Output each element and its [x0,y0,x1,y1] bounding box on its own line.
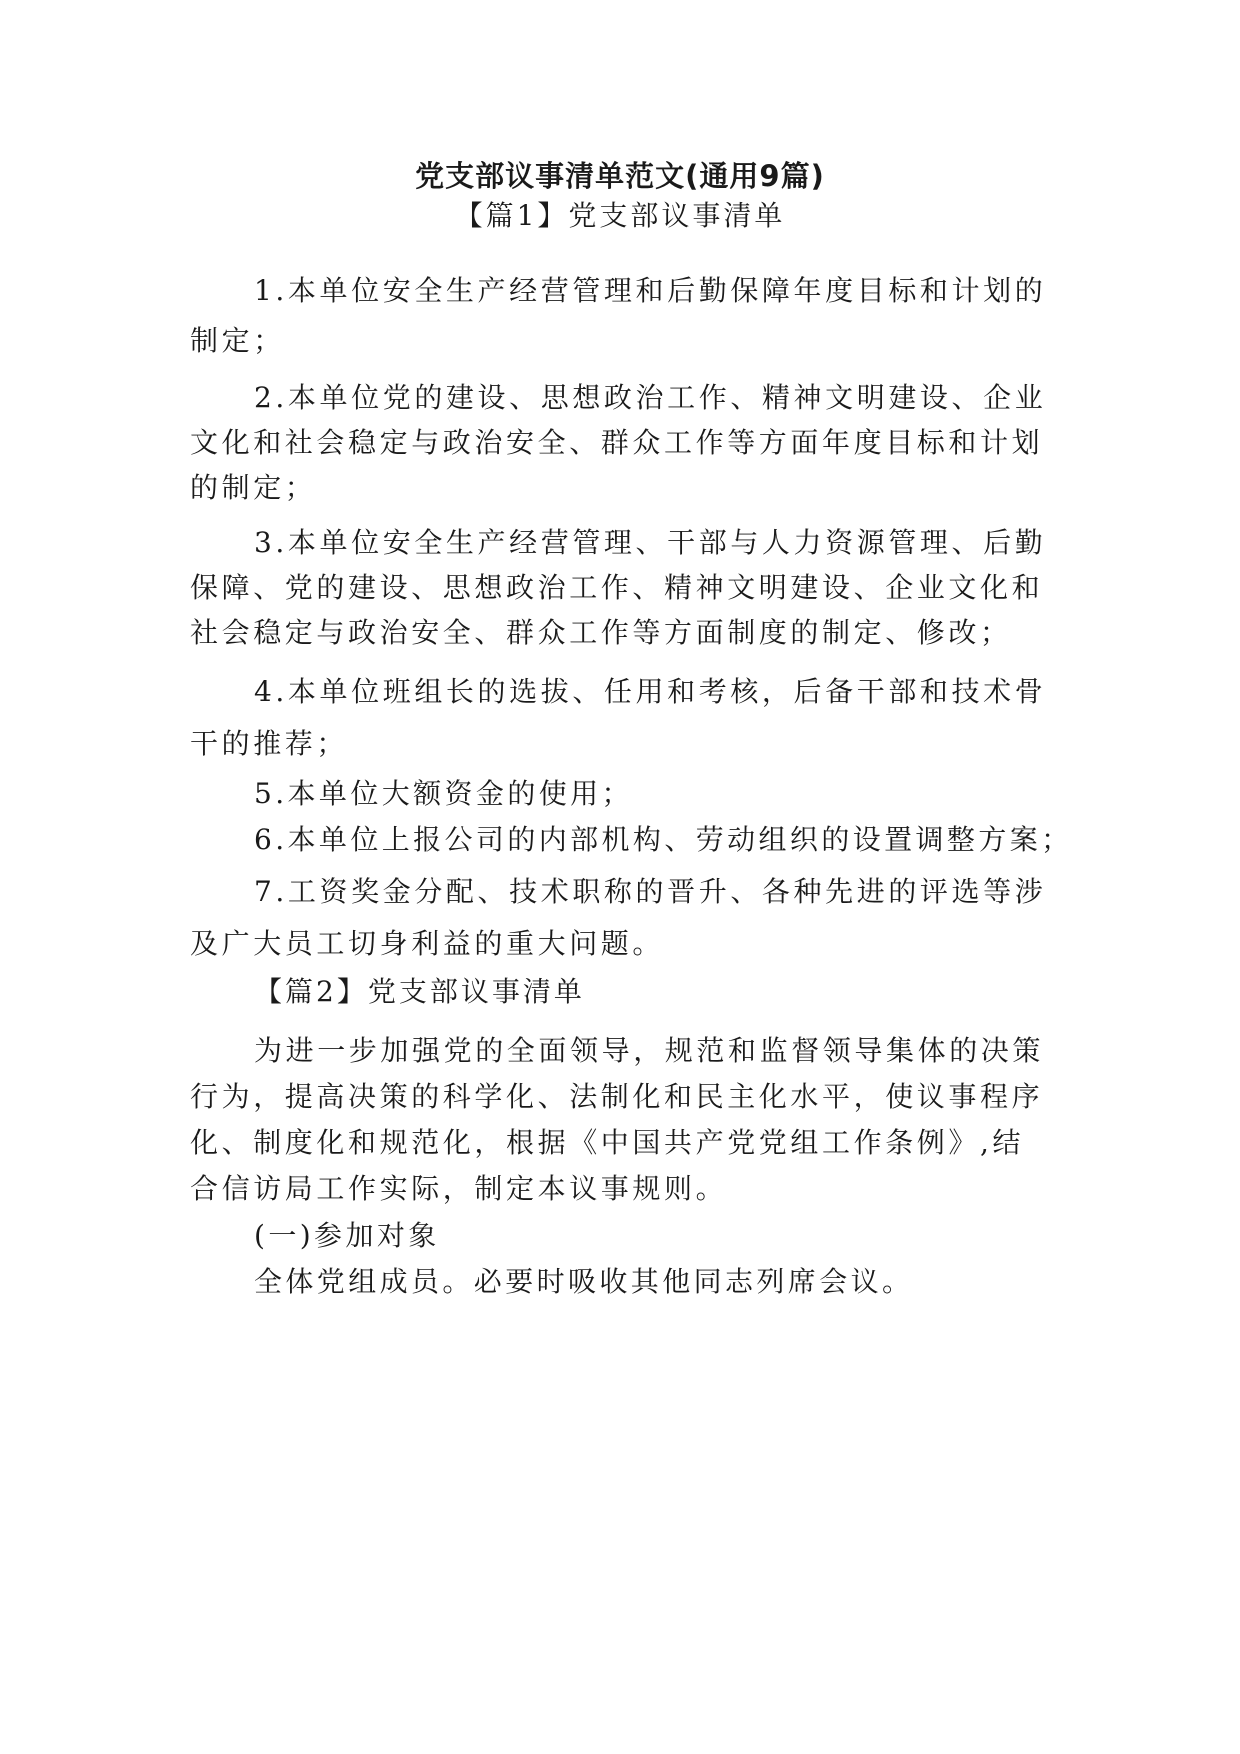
section-2-participants: 全体党组成员。必要时吸收其他同志列席会议。 [254,1265,914,1298]
section-1-item-5: 5.本单位大额资金的使用； [254,777,633,810]
section-2-intro: 为进一步加强党的全面领导，规范和监督领导集体的决策行为，提高决策的科学化、法制化和民主化水平，使议事程序化、制度化和规范化，根据《中国共产党党组工作条例》,结合信访局工作实际，制定本议事规则。 [190,1034,1045,1205]
section-1-item-7: 7.工资奖金分配、技术职称的晋升、各种先进的评选等涉及广大员工切身利益的重大问题。 [190,875,1047,960]
section-2-heading: 【篇2】党支部议事清单 [254,975,585,1008]
section-1-item-6: 6.本单位上报公司的内部机构、劳动组织的设置调整方案； [254,823,1073,856]
section-1-item-2: 2.本单位党的建设、思想政治工作、精神文明建设、企业文化和社会稳定与政治安全、群众工作等方面年度目标和计划的制定； [190,381,1047,504]
section-1-item-3: 3.本单位安全生产经营管理、干部与人力资源管理、后勤保障、党的建设、思想政治工作、精神文明建设、企业文化和社会稳定与政治安全、群众工作等方面制度的制定、修改； [190,526,1047,649]
section-1-heading: 【篇1】党支部议事清单 [454,199,786,232]
section-2-subheading: (一)参加对象 [254,1219,440,1252]
section-1-item-1: 1.本单位安全生产经营管理和后勤保障年度目标和计划的制定； [190,274,1047,357]
section-1-item-4: 4.本单位班组长的选拔、任用和考核，后备干部和技术骨干的推荐； [190,675,1047,760]
document-title: 党支部议事清单范文(通用9篇) [415,159,825,193]
